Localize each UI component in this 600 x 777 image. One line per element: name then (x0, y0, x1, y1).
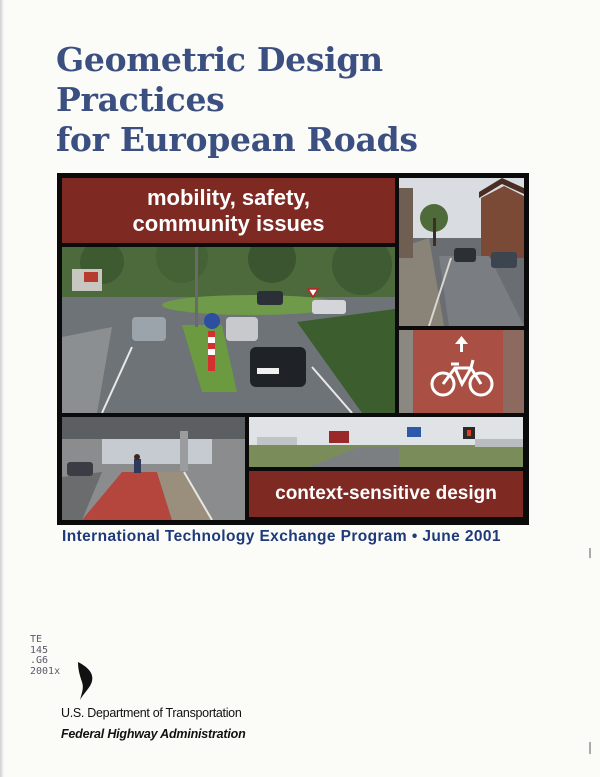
dot-logo-icon (76, 662, 96, 700)
department-name: U.S. Department of Transportation (61, 706, 242, 720)
scan-edge-mark (589, 548, 591, 558)
call-number-line: 2001x (30, 665, 61, 677)
call-number-line: .G6 (30, 655, 49, 666)
scan-left-edge (0, 0, 4, 777)
banner-top-line-2: community issues (132, 210, 325, 236)
photo-village-street (399, 178, 524, 326)
call-number-line: TE (30, 634, 43, 645)
photo-highway-signs (249, 417, 523, 467)
title-line-1: Geometric Design Practices (56, 40, 383, 119)
banner-mobility-safety (62, 178, 395, 243)
photo-roundabout-road (62, 247, 395, 413)
photo-bicycle-lane-marking (399, 330, 524, 413)
cover-photo-collage (57, 173, 529, 525)
banner-bottom-label: context-sensitive design (275, 483, 497, 504)
banner-top-line-1: mobility, safety, (146, 184, 310, 210)
library-call-number (30, 635, 60, 677)
document-title (56, 40, 556, 160)
title-line-2: for European Roads (56, 120, 418, 159)
photo-underpass-cycle-path (62, 417, 245, 520)
scan-edge-mark (589, 742, 591, 754)
program-subtitle: International Technology Exchange Program • June 2001 (62, 528, 501, 545)
agency-name: Federal Highway Administration (61, 727, 246, 741)
banner-context-sensitive (249, 471, 523, 517)
call-number-line: 145 (30, 644, 49, 656)
